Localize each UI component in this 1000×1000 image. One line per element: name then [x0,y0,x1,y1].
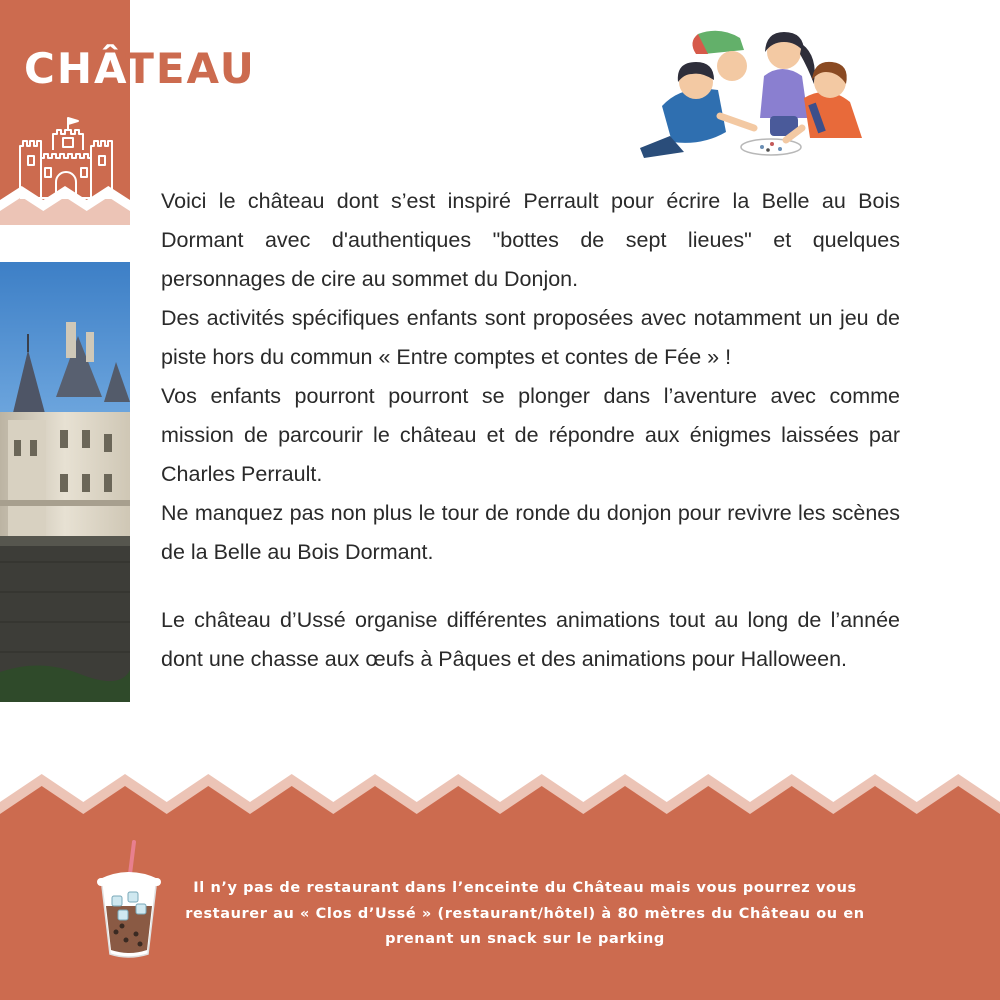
paragraph-animations: Le château d’Ussé organise différentes animations tout au long de l’année dont une chasse aux œufs à Pâques et des animations pour Halloween. [161,608,900,671]
main-content [161,182,900,679]
footer-note: Il n’y pas de restaurant dans l’enceinte du Château mais vous pourrez vous restaurer au « Clos d’Ussé » (restaurant/hôtel) à 80 mètres du Château ou en prenant un snack sur le parking [185,880,865,947]
chateau-photo [0,262,130,702]
page-title [24,44,256,93]
title-part-2: TEAU [125,44,256,93]
paragraph-donjon: Ne manquez pas non plus le tour de ronde du donjon pour revivre les scènes de la Belle au Bois Dormant. [161,501,900,564]
paragraph-mission: Vos enfants pourront pourront se plonger dans l’aventure avec comme mission de parcourir le château et de répondre aux énigmes laissées par Charles Perrault. [161,384,900,486]
title-part-1: CHÂ [24,44,126,93]
iced-drink-cup-icon [92,840,166,960]
paragraph-intro: Voici le château dont s’est inspiré Perrault pour écrire la Belle au Bois Dormant avec d'authentiques "bottes de sept lieues" et quelques personnages de cire au sommet du Donjon. [161,189,900,291]
castle-icon [18,116,114,200]
paragraph-activities: Des activités spécifiques enfants sont proposées avec notamment un jeu de piste hors du commun « Entre comptes et contes de Fée » ! [161,306,900,369]
kids-playing-marbles-icon [636,20,872,160]
